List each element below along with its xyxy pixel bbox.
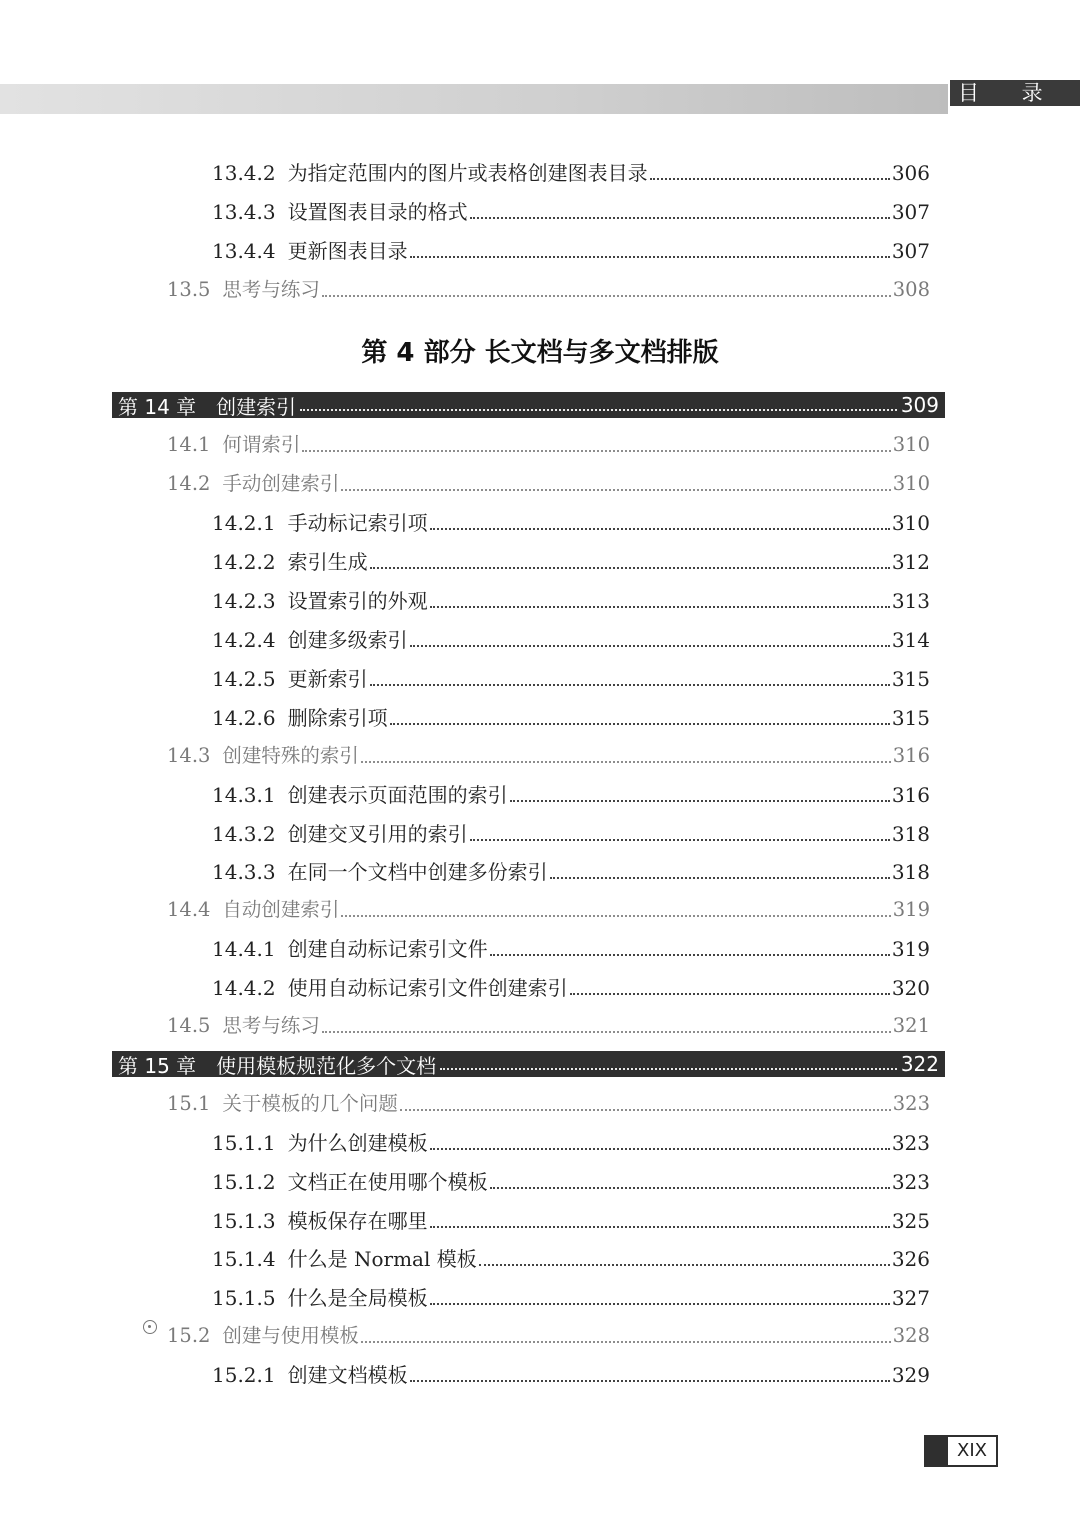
- leader-dots: [430, 1226, 890, 1228]
- leader-dots: [510, 800, 890, 802]
- leader-dots: [361, 1341, 891, 1343]
- entry-page: 320: [891, 976, 930, 1000]
- entry-page: 321: [892, 1014, 930, 1037]
- entry-title: 为指定范围内的图片或表格创建图表目录: [287, 161, 648, 185]
- entry-page: 326: [891, 1247, 930, 1271]
- toc-entry[interactable]: [212, 1283, 930, 1313]
- leader-dots: [410, 1380, 890, 1382]
- entry-page: 318: [891, 860, 930, 884]
- entry-number: 14.2.6: [212, 706, 276, 730]
- entry-number: 14.2.5: [212, 667, 276, 691]
- leader-dots: [300, 399, 897, 411]
- entry-number: 15.1.4: [212, 1247, 276, 1271]
- toc-entry[interactable]: [212, 586, 930, 616]
- toc-entry[interactable]: [212, 1128, 930, 1158]
- toc-entry[interactable]: [212, 1360, 930, 1390]
- entry-page: 310: [892, 472, 930, 495]
- toc-entry[interactable]: [167, 430, 930, 460]
- leader-dots: [470, 217, 890, 219]
- leader-dots: [550, 877, 890, 879]
- entry-title: 更新图表目录: [287, 239, 408, 263]
- entry-number: 15.1.3: [212, 1209, 276, 1233]
- entry-title: 在同一个文档中创建多份索引: [287, 860, 548, 884]
- entry-page: 312: [891, 550, 930, 574]
- toc-entry[interactable]: [212, 625, 930, 655]
- entry-number: 15.2.1: [212, 1363, 276, 1387]
- entry-title: 创建自动标记索引文件: [287, 937, 488, 961]
- toc-entry[interactable]: [167, 1089, 930, 1119]
- page-number-box: [924, 1435, 998, 1467]
- leader-dots: [470, 839, 890, 841]
- chapter-number: 第 14 章: [118, 394, 197, 419]
- entry-page: 318: [891, 822, 930, 846]
- entry-page: 308: [892, 278, 930, 301]
- toc-entry[interactable]: [212, 197, 930, 227]
- entry-title: 更新索引: [287, 667, 368, 691]
- entry-title: 设置图表目录的格式: [287, 200, 468, 224]
- toc-entry[interactable]: [212, 547, 930, 577]
- leader-dots: [479, 1264, 890, 1266]
- leader-dots: [400, 1109, 891, 1111]
- entry-number: 15.2: [167, 1324, 211, 1347]
- entry-page: 319: [892, 898, 930, 921]
- entry-title: 文档正在使用哪个模板: [287, 1170, 488, 1194]
- entry-number: 14.3: [167, 744, 211, 767]
- entry-number: 14.5: [167, 1014, 211, 1037]
- entry-number: 14.3.1: [212, 783, 276, 807]
- leader-dots: [430, 606, 890, 608]
- entry-page: 329: [891, 1363, 930, 1387]
- toc-entry[interactable]: [212, 857, 930, 887]
- entry-number: 14.2.2: [212, 550, 276, 574]
- entry-title: 什么是全局模板: [287, 1286, 428, 1310]
- toc-entry[interactable]: [212, 508, 930, 538]
- entry-title: 什么是 Normal 模板: [287, 1247, 477, 1271]
- entry-title: 自动创建索引: [222, 898, 340, 921]
- leader-dots: [341, 489, 890, 491]
- entry-page: 327: [891, 1286, 930, 1310]
- leader-dots: [322, 295, 891, 297]
- entry-title: 使用自动标记索引文件创建索引: [287, 976, 568, 1000]
- leader-dots: [410, 256, 890, 258]
- entry-page: 319: [891, 937, 930, 961]
- toc-entry[interactable]: [212, 934, 930, 964]
- toc-entry[interactable]: [212, 819, 930, 849]
- part-title: 第 4 部分 长文档与多文档排版: [361, 338, 719, 368]
- entry-title: 思考与练习: [222, 1014, 320, 1037]
- entry-page: 306: [891, 161, 930, 185]
- chapter-page: 309: [900, 393, 939, 417]
- leader-dots: [490, 954, 890, 956]
- entry-page: 310: [891, 511, 930, 535]
- entry-number: 14.2: [167, 472, 211, 495]
- entry-number: 14.4: [167, 898, 211, 921]
- entry-title: 创建表示页面范围的索引: [287, 783, 508, 807]
- entry-title: 创建与使用模板: [222, 1324, 359, 1347]
- toc-entry[interactable]: [212, 236, 930, 266]
- leader-dots: [570, 993, 890, 995]
- entry-title: 手动创建索引: [222, 472, 340, 495]
- entry-title: 创建特殊的索引: [222, 744, 359, 767]
- header-band: [0, 84, 948, 114]
- chapter-heading-15[interactable]: [112, 1051, 945, 1077]
- entry-page: 316: [891, 783, 930, 807]
- toc-entry[interactable]: [167, 1321, 930, 1351]
- entry-title: 何谓索引: [222, 433, 301, 456]
- entry-page: 314: [891, 628, 930, 652]
- entry-title: 创建多级索引: [287, 628, 408, 652]
- entry-title: 关于模板的几个问题: [222, 1092, 398, 1115]
- entry-page: 325: [891, 1209, 930, 1233]
- entry-title: 为什么创建模板: [287, 1131, 428, 1155]
- entry-number: 13.5: [167, 278, 211, 301]
- entry-page: 323: [891, 1131, 930, 1155]
- entry-number: 14.3.3: [212, 860, 276, 884]
- entry-page: 307: [891, 200, 930, 224]
- leader-dots: [361, 761, 891, 763]
- leader-dots: [430, 1148, 890, 1150]
- leader-dots: [341, 915, 890, 917]
- entry-title: 删除索引项: [287, 706, 388, 730]
- toc-entry[interactable]: [212, 1167, 930, 1197]
- chapter-page: 322: [900, 1052, 939, 1076]
- leader-dots: [490, 1187, 890, 1189]
- entry-title: 思考与练习: [222, 278, 320, 301]
- page-number: XIX: [948, 1435, 998, 1467]
- toc-entry[interactable]: [167, 275, 930, 305]
- leader-dots: [440, 1058, 897, 1070]
- entry-number: 14.2.1: [212, 511, 276, 535]
- entry-number: 14.2.3: [212, 589, 276, 613]
- entry-title: 索引生成: [287, 550, 368, 574]
- entry-page: 323: [892, 1092, 930, 1115]
- entry-number: 14.1: [167, 433, 211, 456]
- entry-number: 14.4.2: [212, 976, 276, 1000]
- entry-title: 设置索引的外观: [287, 589, 428, 613]
- entry-page: 310: [892, 433, 930, 456]
- chapter-number: 第 15 章: [118, 1053, 197, 1078]
- toc-entry[interactable]: [212, 780, 930, 810]
- entry-title: 模板保存在哪里: [287, 1209, 428, 1233]
- chapter-title: 使用模板规范化多个文档: [216, 1053, 437, 1078]
- entry-number: 13.4.2: [212, 161, 276, 185]
- entry-title: 创建交叉引用的索引: [287, 822, 468, 846]
- entry-page: 323: [891, 1170, 930, 1194]
- leader-dots: [390, 723, 890, 725]
- leader-dots: [302, 450, 890, 452]
- entry-title: 创建文档模板: [287, 1363, 408, 1387]
- toc-entry[interactable]: [167, 469, 930, 499]
- leader-dots: [430, 528, 890, 530]
- entry-title: 手动标记索引项: [287, 511, 428, 535]
- entry-page: 307: [891, 239, 930, 263]
- entry-number: 14.2.4: [212, 628, 276, 652]
- circle-target-icon: [143, 1320, 157, 1334]
- entry-page: 315: [891, 667, 930, 691]
- toc-entry[interactable]: [167, 741, 930, 771]
- toc-entry[interactable]: [212, 703, 930, 733]
- leader-dots: [322, 1031, 891, 1033]
- entry-page: 313: [891, 589, 930, 613]
- entry-page: 316: [892, 744, 930, 767]
- entry-page: 315: [891, 706, 930, 730]
- page-number-marker: [924, 1435, 948, 1467]
- toc-entry[interactable]: [212, 1206, 930, 1236]
- chapter-heading-14[interactable]: [112, 392, 945, 418]
- toc-entry[interactable]: [212, 973, 930, 1003]
- entry-number: 15.1.1: [212, 1131, 276, 1155]
- toc-entry[interactable]: [167, 1011, 930, 1041]
- entry-page: 328: [892, 1324, 930, 1347]
- entry-number: 15.1: [167, 1092, 211, 1115]
- entry-number: 14.3.2: [212, 822, 276, 846]
- entry-number: 14.4.1: [212, 937, 276, 961]
- entry-number: 13.4.3: [212, 200, 276, 224]
- toc-entry[interactable]: [212, 1244, 930, 1274]
- entry-number: 13.4.4: [212, 239, 276, 263]
- leader-dots: [430, 1303, 890, 1305]
- toc-entry[interactable]: [212, 664, 930, 694]
- toc-entry[interactable]: [167, 895, 930, 925]
- leader-dots: [370, 567, 890, 569]
- leader-dots: [370, 684, 890, 686]
- toc-entry[interactable]: [212, 158, 930, 188]
- chapter-title: 创建索引: [216, 394, 297, 419]
- leader-dots: [650, 178, 890, 180]
- entry-number: 15.1.5: [212, 1286, 276, 1310]
- entry-number: 15.1.2: [212, 1170, 276, 1194]
- section-tab: 目 录: [950, 80, 1080, 106]
- leader-dots: [410, 645, 890, 647]
